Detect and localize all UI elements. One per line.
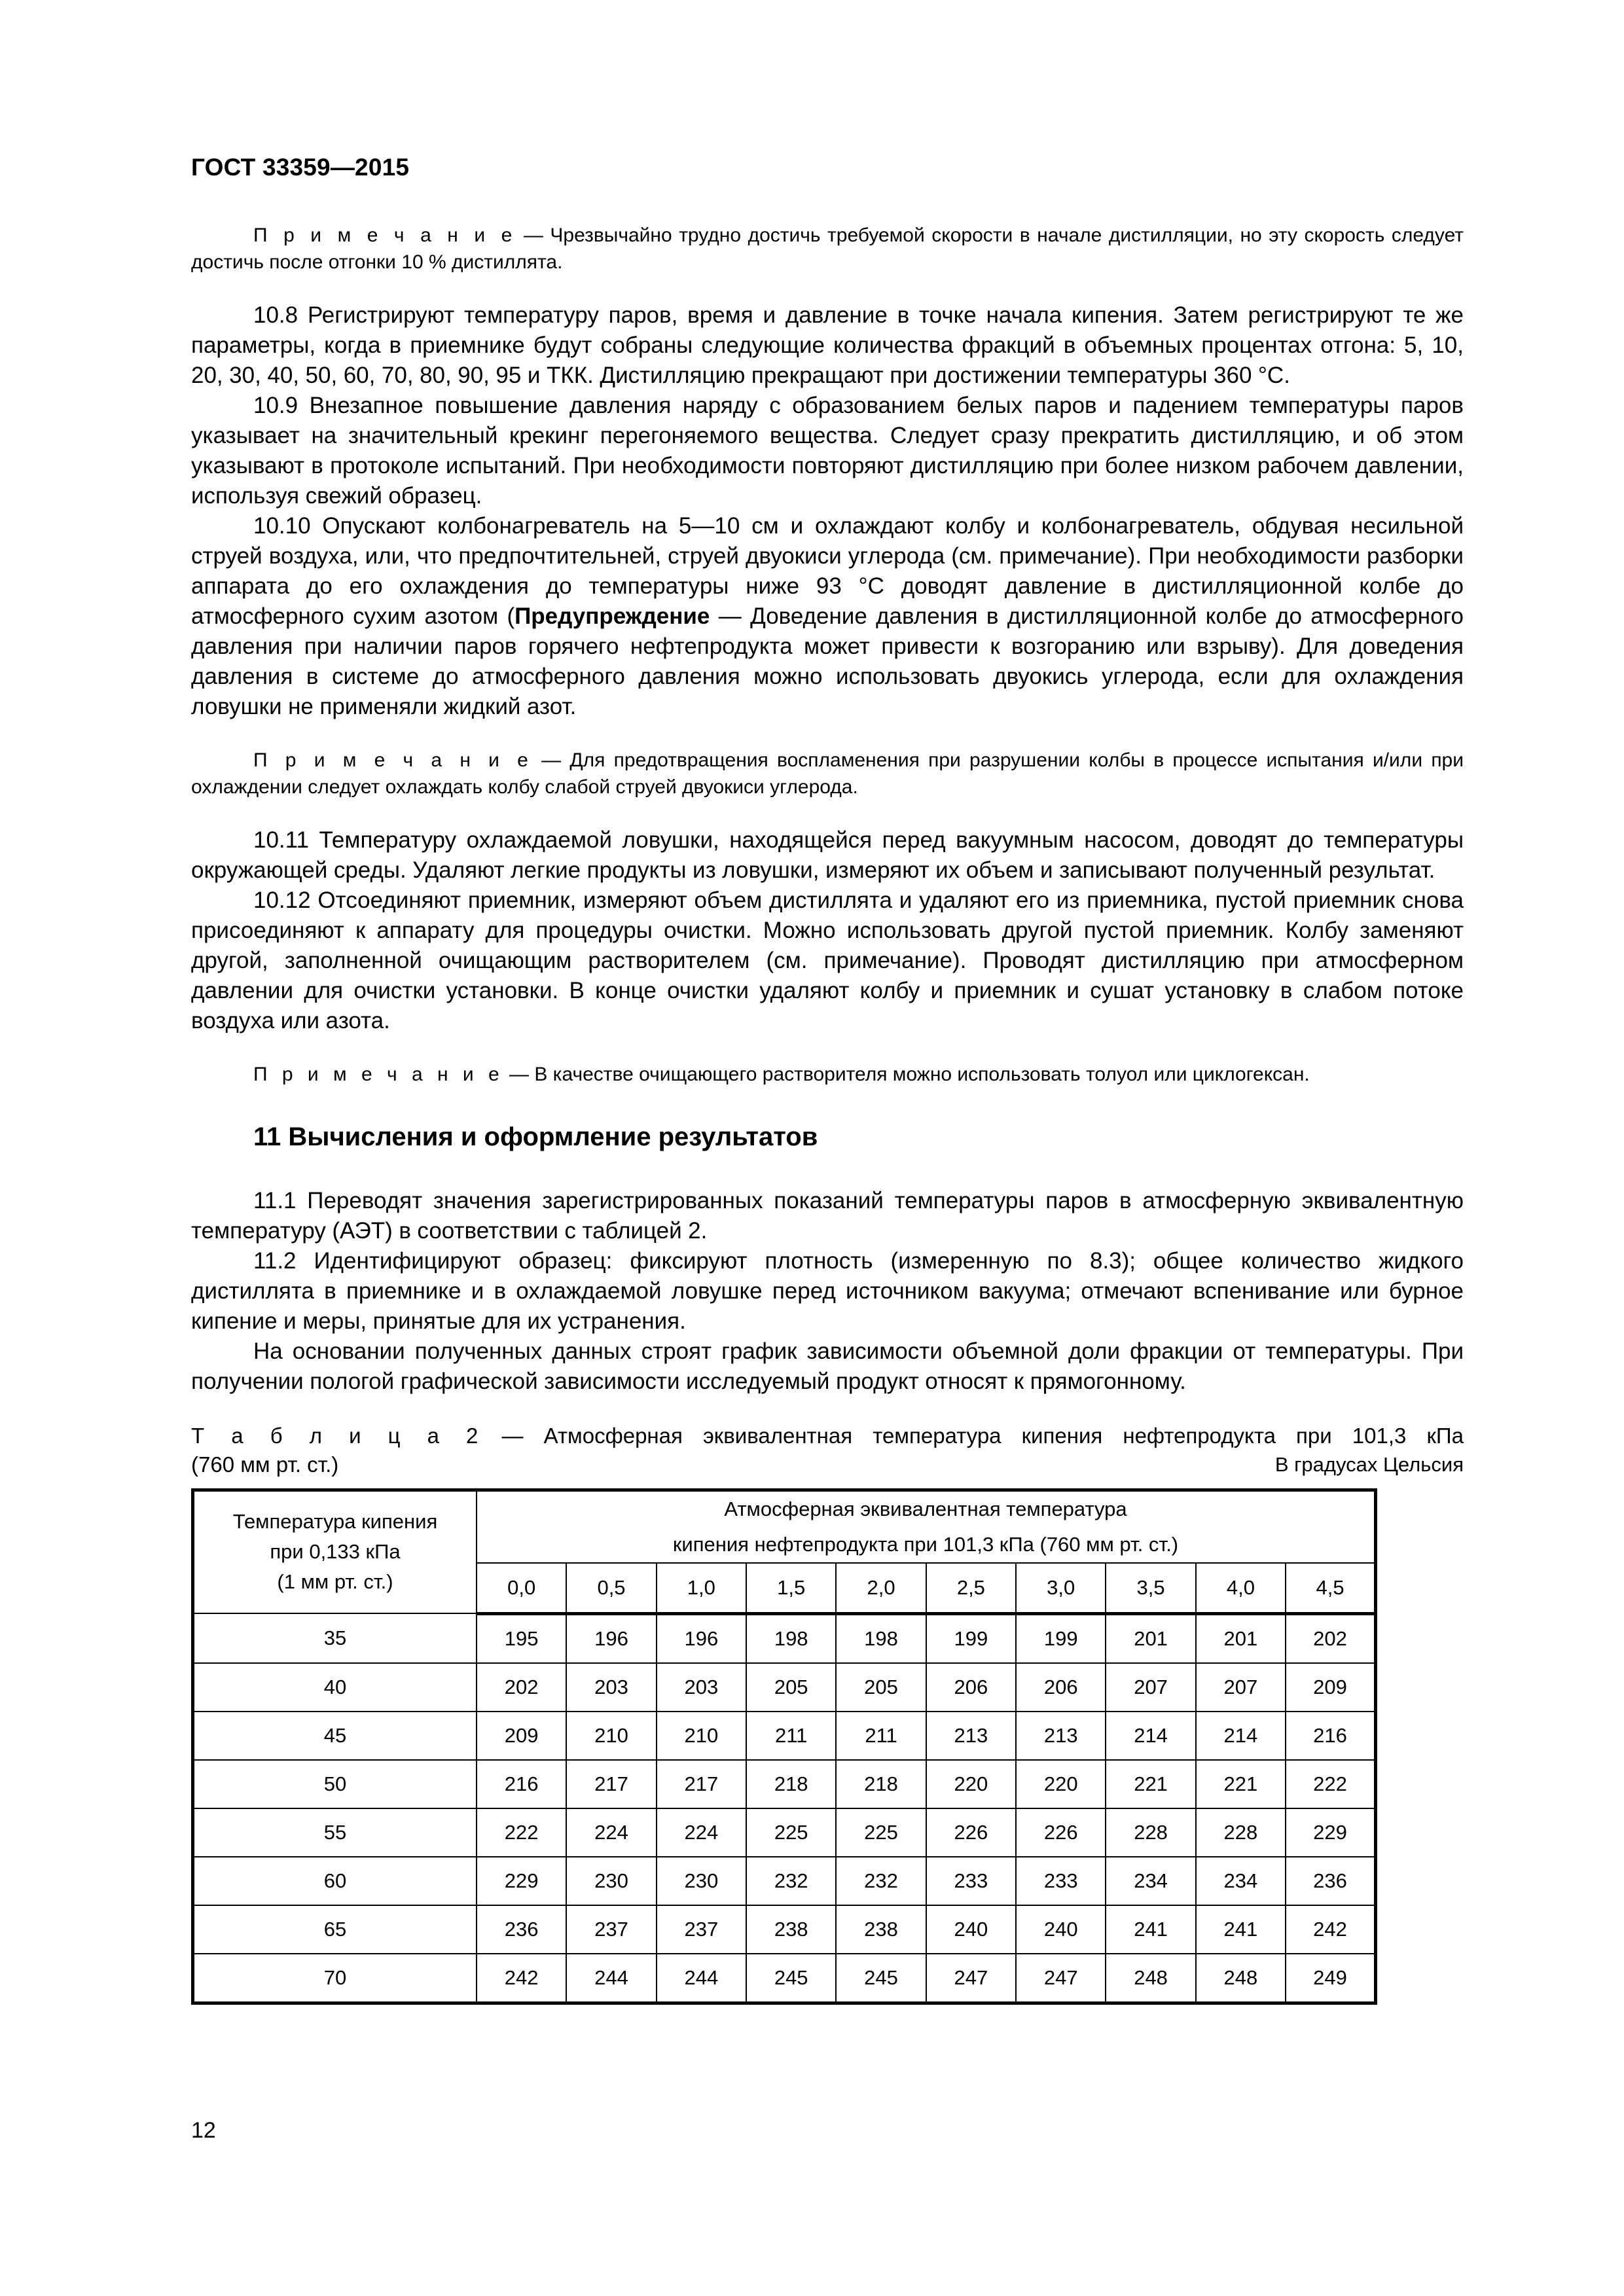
table-cell: 222 (1286, 1760, 1375, 1808)
table-cell: 198 (746, 1613, 836, 1663)
table-cell: 229 (1286, 1808, 1375, 1857)
table-cell: 211 (746, 1712, 836, 1760)
table-cell: 218 (746, 1760, 836, 1808)
table-cell: 217 (566, 1760, 656, 1808)
table-cell: 207 (1106, 1663, 1195, 1712)
table-cell: 220 (1016, 1760, 1106, 1808)
note-paragraph-1 (191, 222, 1464, 276)
table-cell: 245 (836, 1954, 926, 2003)
spacer (191, 1152, 1464, 1186)
table-cell: 249 (1286, 1954, 1375, 2003)
clause-11-1: 11.1 Переводят значения зарегистрированных показаний температуры паров в атмосферную эквивалентную температуру (АЭТ) в соответствии с таблицей 2. (191, 1187, 1464, 1244)
table-cell: 214 (1196, 1712, 1286, 1760)
subheader-7: 3,5 (1106, 1563, 1195, 1614)
spacer (191, 1036, 1464, 1061)
table-row (193, 1663, 1376, 1712)
table-cell: 205 (836, 1663, 926, 1712)
header-span-line2: кипения нефтепродукта при 101,3 кПа (760 мм рт. ст.) (672, 1532, 1179, 1556)
clause-11-3: На основании полученных данных строят график зависимости объемной доли фракции от температуры. При получении пологой графической зависимости исследуемый продукт относят к прямогонному. (191, 1338, 1464, 1394)
table-cell: 230 (657, 1857, 746, 1905)
note-paragraph-2 (191, 747, 1464, 800)
table-cell: 206 (926, 1663, 1016, 1712)
clause-10-10 (191, 511, 1464, 722)
table-cell: 241 (1106, 1905, 1195, 1954)
subheader-3: 1,5 (746, 1563, 836, 1614)
table-row (193, 1712, 1376, 1760)
table-cell: 242 (1286, 1905, 1375, 1954)
table-caption-label: Т а б л и ц а 2 (191, 1423, 482, 1448)
table-cell: 236 (477, 1905, 566, 1954)
table-cell: 198 (836, 1613, 926, 1663)
row-label: 55 (193, 1808, 477, 1857)
table-cell: 248 (1196, 1954, 1286, 2003)
subheader-8: 4,0 (1196, 1563, 1286, 1614)
table-cell: 247 (1016, 1954, 1106, 2003)
clause-10-9: 10.9 Внезапное повышение давления наряду с образованием белых паров и падением температуры паров указывает на значительный крекинг перегоняемого вещества. Следует сразу прекратить дистилляцию, и об этом указывают в протоколе испытаний. При необходимости повторяют дистилляцию при более низком рабочем давлении, используя свежий образец. (191, 392, 1464, 509)
table-row (193, 1808, 1376, 1857)
table-cell: 242 (477, 1954, 566, 2003)
table-cell: 229 (477, 1857, 566, 1905)
table-cell: 203 (657, 1663, 746, 1712)
table-cell: 202 (477, 1663, 566, 1712)
table-cell: 238 (836, 1905, 926, 1954)
table-cell: 216 (1286, 1712, 1375, 1760)
note-label: П р и м е ч а н и е (253, 224, 517, 246)
table-cell: 230 (566, 1857, 656, 1905)
table-cell: 201 (1196, 1613, 1286, 1663)
subheader-9: 4,5 (1286, 1563, 1375, 1614)
table-cell: 228 (1106, 1808, 1195, 1857)
table-cell: 196 (566, 1613, 656, 1663)
table-cell: 226 (926, 1808, 1016, 1857)
standard-header: ГОСТ 33359—2015 (191, 154, 410, 181)
table-cell: 237 (566, 1905, 656, 1954)
table-cell: 244 (657, 1954, 746, 2003)
spacer (191, 276, 1464, 300)
table-row (193, 1613, 1376, 1663)
table-row (193, 1760, 1376, 1808)
table-cell: 233 (926, 1857, 1016, 1905)
row-label: 65 (193, 1905, 477, 1954)
table-cell: 232 (746, 1857, 836, 1905)
table-cell: 241 (1196, 1905, 1286, 1954)
table-cell: 210 (657, 1712, 746, 1760)
table-cell: 207 (1196, 1663, 1286, 1712)
spacer (191, 1088, 1464, 1122)
table-cell: 236 (1286, 1857, 1375, 1905)
table-cell: 211 (836, 1712, 926, 1760)
table-cell: 210 (566, 1712, 656, 1760)
table-cell: 240 (926, 1905, 1016, 1954)
table-cell: 228 (1196, 1808, 1286, 1857)
table-cell: 240 (1016, 1905, 1106, 1954)
table-cell: 234 (1196, 1857, 1286, 1905)
header-left-line1: Температура кипения (232, 1510, 438, 1534)
clause-11-2: 11.2 Идентифицируют образец: фиксируют плотность (измеренную по 8.3); общее количество жидкого дистиллята в приемнике и в охлаждаемой ловушке перед источником вакуума; отмечают вспенивание или бурное кипение и меры, принятые для их устранения. (191, 1247, 1464, 1334)
table-cell: 214 (1106, 1712, 1195, 1760)
table-cell: 233 (1016, 1857, 1106, 1905)
note-text: — Для предотвращения воспламенения при разрушении колбы в процессе испытания и/или при охлаждении следует охлаждать колбу слабой струей двуокиси углерода. (191, 749, 1464, 798)
note-label: П р и м е ч а н и е (253, 1063, 504, 1085)
warning-label: Предупреждение (514, 603, 710, 629)
table-cell: 203 (566, 1663, 656, 1712)
table-cell: 221 (1106, 1760, 1195, 1808)
page-content (191, 154, 1464, 2005)
clause-10-11: 10.11 Температуру охлаждаемой ловушки, находящейся перед вакуумным насосом, доводят до температуры окружающей среды. Удаляют легкие продукты из ловушки, измеряют их объем и записывают полученный результат. (191, 827, 1464, 883)
table-cell: 225 (746, 1808, 836, 1857)
row-label: 60 (193, 1857, 477, 1905)
note-text: — Чрезвычайно трудно достичь требуемой скорости в начале дистилляции, но эту скорость следует достичь после отгонки 10 % дистиллята. (191, 224, 1464, 273)
table-cell: 199 (926, 1613, 1016, 1663)
page-number: 12 (191, 2118, 216, 2143)
header-boiling-temp (193, 1490, 477, 1613)
table-cell: 216 (477, 1760, 566, 1808)
header-left-line3: (1 мм рт. ст.) (277, 1570, 393, 1594)
table-cell: 234 (1106, 1857, 1195, 1905)
header-aet-span (477, 1490, 1376, 1563)
section-heading-11: 11 Вычисления и оформление результатов (253, 1122, 818, 1151)
header-span-line1: Атмосферная эквивалентная температура (724, 1497, 1127, 1520)
table-2-caption (191, 1422, 1464, 1450)
table-cell: 238 (746, 1905, 836, 1954)
table-cell: 209 (1286, 1663, 1375, 1712)
table-cell: 217 (657, 1760, 746, 1808)
clause-10-8: 10.8 Регистрируют температуру паров, время и давление в точке начала кипения. Затем регистрируют те же параметры, когда в приемнике будут собраны следующие количества фракций в объемных процентах отгона: 5, 10, 20, 30, 40, 50, 60, 70, 80, 90, 95 и ТКК. Дистилляцию прекращают при достижении температуры 360 °С. (191, 302, 1464, 388)
table-body (193, 1613, 1376, 2003)
table-cell: 220 (926, 1760, 1016, 1808)
subheader-2: 1,0 (657, 1563, 746, 1614)
table-row (193, 1954, 1376, 2003)
clause-10-10-part2: — Доведение давления в дистилляционной колбе до атмосферного давления при наличии паров горячего нефтепродукта может привести к возгоранию или взрыву). Для доведения давления в системе до атмосферного давления можно использовать двуокись углерода, если для охлаждения ловушки не применяли жидкий азот. (191, 603, 1464, 719)
note-text: — В качестве очищающего растворителя можно использовать толуол или циклогексан. (503, 1063, 1310, 1085)
table-cell: 237 (657, 1905, 746, 1954)
table-cell: 213 (926, 1712, 1016, 1760)
table-cell: 244 (566, 1954, 656, 2003)
table-cell: 224 (566, 1808, 656, 1857)
table-cell: 225 (836, 1808, 926, 1857)
subheader-4: 2,0 (836, 1563, 926, 1614)
row-label: 40 (193, 1663, 477, 1712)
spacer (191, 1397, 1464, 1422)
spacer (191, 722, 1464, 747)
aet-table (191, 1488, 1377, 2005)
row-label: 70 (193, 1954, 477, 2003)
row-label: 35 (193, 1613, 477, 1663)
table-units-note: В градусах Цельсия (1274, 1452, 1464, 1476)
table-caption-continuation: (760 мм рт. ст.) (191, 1452, 339, 1477)
table-cell: 222 (477, 1808, 566, 1857)
note-label: П р и м е ч а н и е (253, 749, 533, 771)
table-cell: 232 (836, 1857, 926, 1905)
table-cell: 224 (657, 1808, 746, 1857)
header-left-line2: при 0,133 кПа (270, 1540, 401, 1564)
table-cell: 195 (477, 1613, 566, 1663)
table-caption-second-line (191, 1450, 1464, 1479)
table-cell: 248 (1106, 1954, 1195, 2003)
table-cell: 221 (1196, 1760, 1286, 1808)
clause-10-12: 10.12 Отсоединяют приемник, измеряют объем дистиллята и удаляют его из приемника, пустой приемник снова присоединяют к аппарату для процедуры очистки. Можно использовать другой пустой приемник. Колбу заменяют другой, заполненной очищающим растворителем (см. примечание). Проводят дистилляцию при атмосферном давлении для очистки установки. В конце очистки удаляют колбу и приемник и сушат установку в слабом потоке воздуха или азота. (191, 887, 1464, 1033)
spacer (191, 800, 1464, 825)
table-cell: 201 (1106, 1613, 1195, 1663)
table-cell: 202 (1286, 1613, 1375, 1663)
table-cell: 218 (836, 1760, 926, 1808)
table-cell: 199 (1016, 1613, 1106, 1663)
table-cell: 206 (1016, 1663, 1106, 1712)
table-cell: 196 (657, 1613, 746, 1663)
table-cell: 245 (746, 1954, 836, 2003)
note-paragraph-3 (191, 1061, 1464, 1088)
subheader-6: 3,0 (1016, 1563, 1106, 1614)
table-row (193, 1857, 1376, 1905)
table-cell: 213 (1016, 1712, 1106, 1760)
subheader-0: 0,0 (477, 1563, 566, 1614)
table-caption-text: — Атмосферная эквивалентная температура кипения нефтепродукта при 101,3 кПа (481, 1423, 1464, 1448)
row-label: 45 (193, 1712, 477, 1760)
subheader-5: 2,5 (926, 1563, 1016, 1614)
table-cell: 226 (1016, 1808, 1106, 1857)
table-cell: 247 (926, 1954, 1016, 2003)
table-cell: 205 (746, 1663, 836, 1712)
subheader-1: 0,5 (566, 1563, 656, 1614)
table-row (193, 1905, 1376, 1954)
table-head (193, 1490, 1376, 1613)
row-label: 50 (193, 1760, 477, 1808)
table-header-row-main (193, 1490, 1376, 1563)
table-cell: 209 (477, 1712, 566, 1760)
clause-10-10-part1: 10.10 Опускают колбонагреватель на 5—10 см и охлаждают колбу и колбонагреватель, обдувая несильной струей воздуха, или, что предпочтительней, струей двуокиси углерода (см. примечание). При необходимости разборки аппарата до его охлаждения до температуры ниже 93 °С доводят давление в дистилляционной колбе до атмосферного сухим азотом ( (191, 512, 1464, 629)
